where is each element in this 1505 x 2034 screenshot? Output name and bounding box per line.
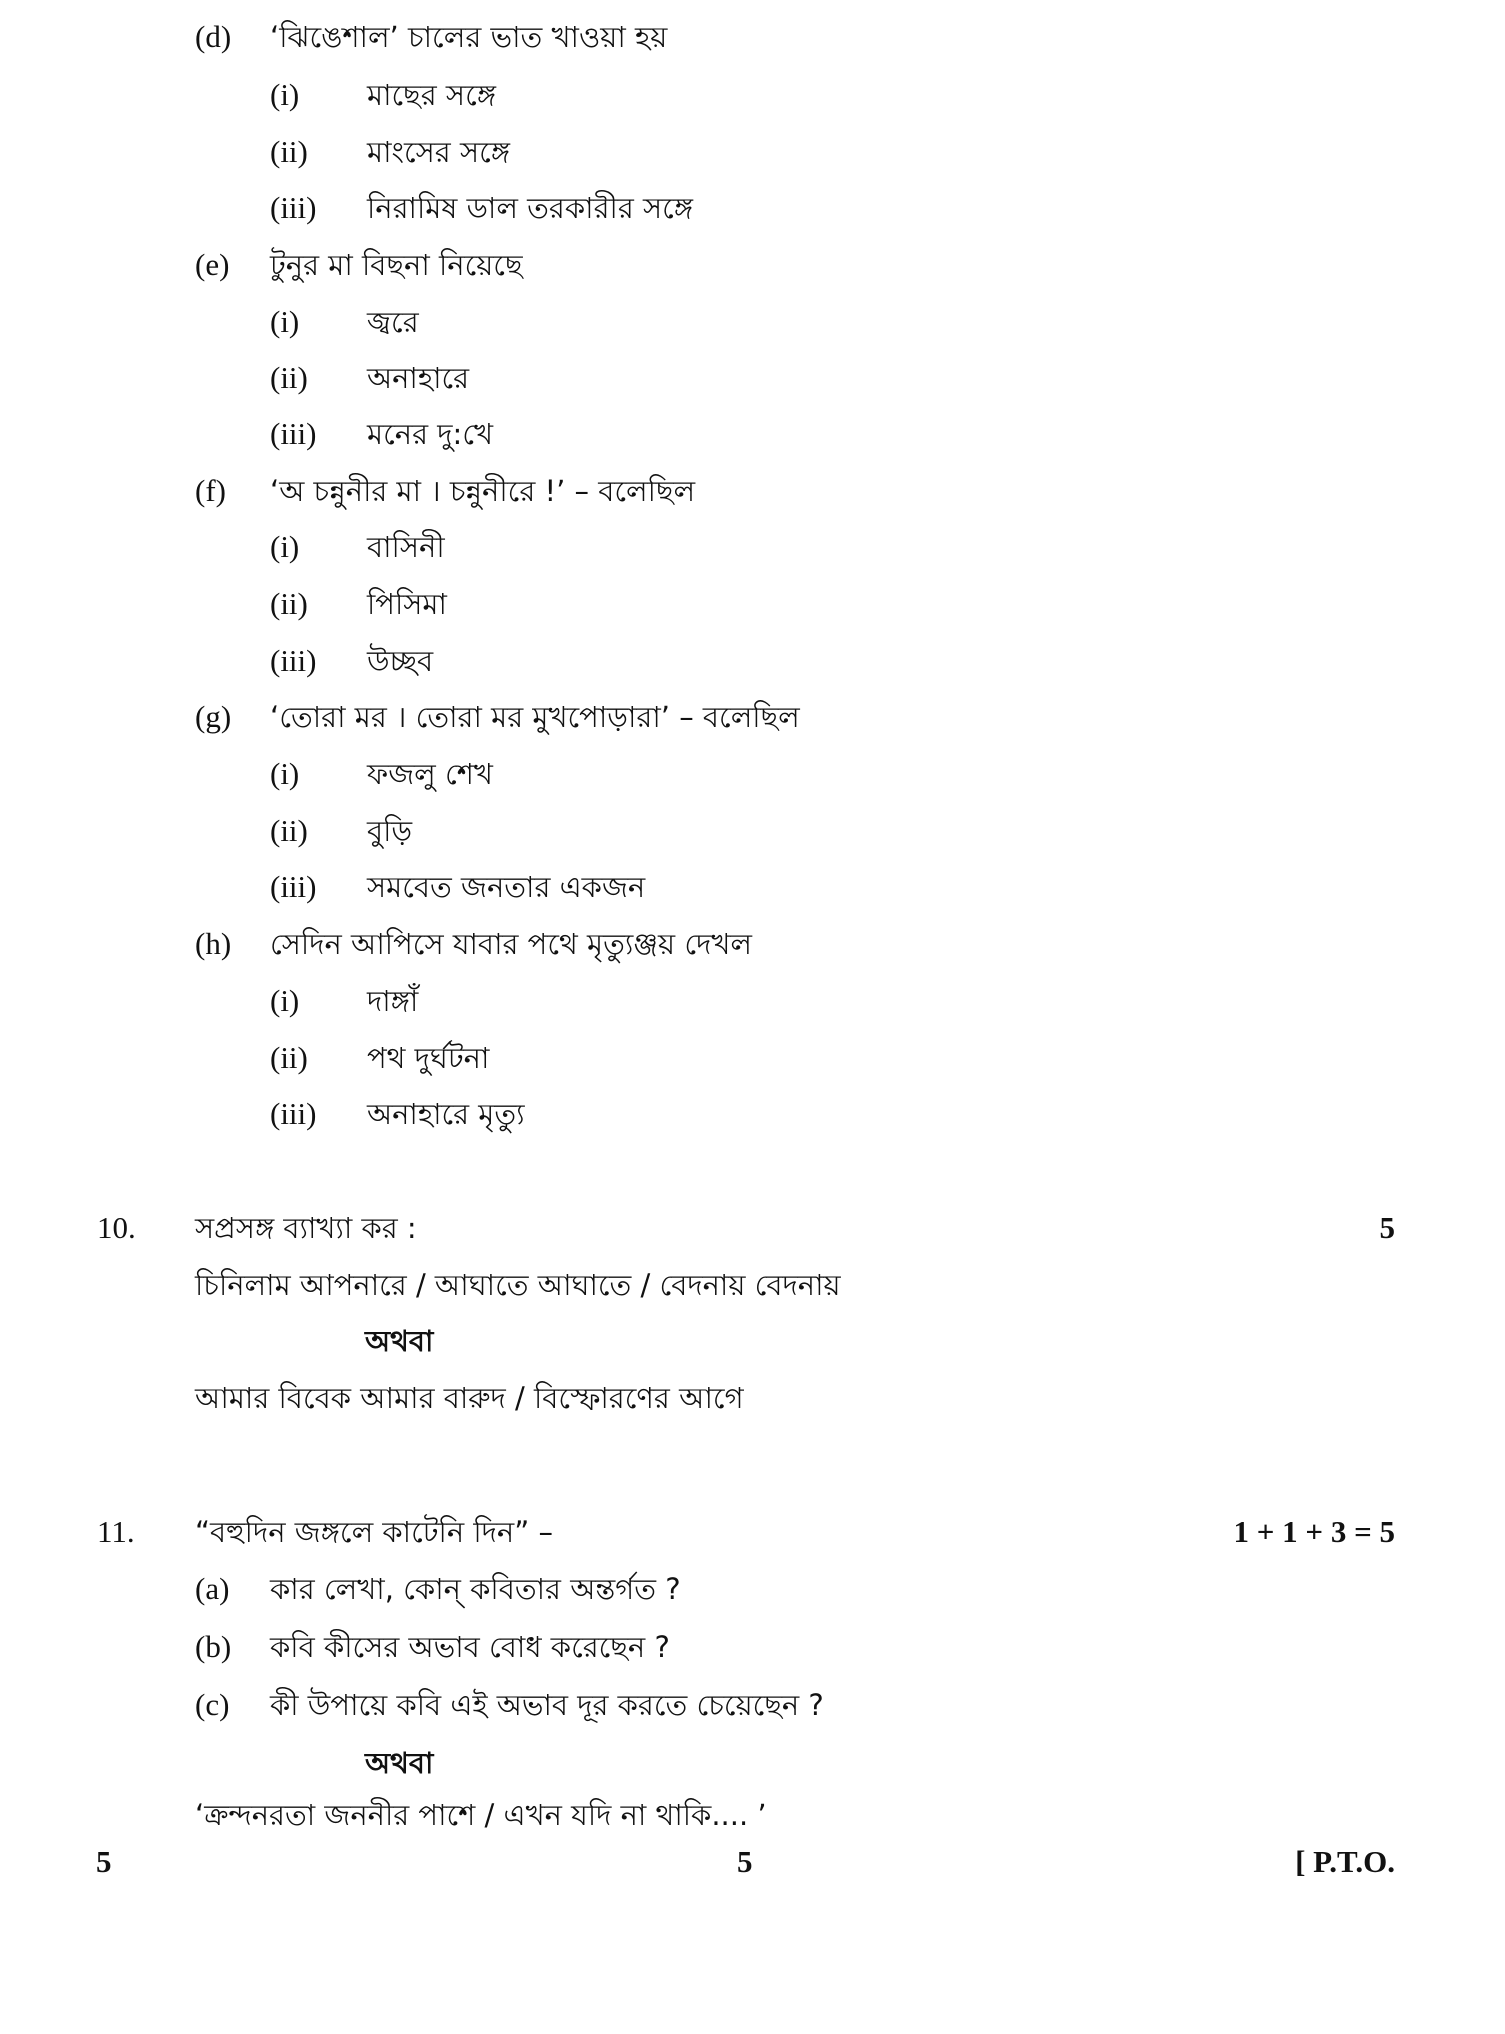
question-marks: 5 [1379, 1210, 1395, 1245]
option-number: (ii) [270, 134, 308, 169]
page-footer [0, 1837, 1505, 1887]
option-row [0, 1089, 1505, 1139]
option-number: (ii) [270, 360, 308, 395]
item-label: (g) [195, 699, 232, 734]
item-label: (e) [195, 247, 230, 282]
option-text: ফজলু শেখ [367, 757, 493, 791]
option-row [0, 127, 1505, 177]
question-10-or [0, 1316, 1505, 1366]
part-label: (b) [195, 1629, 232, 1664]
option-number: (ii) [270, 813, 308, 848]
item-text: ‘তোরা মর । তোরা মর মুখপোড়ারা’ – বলেছিল [270, 700, 800, 734]
quote-text: আমার বিবেক আমার বারুদ / বিস্ফোরণের আগে [195, 1381, 744, 1415]
option-row [0, 636, 1505, 686]
question-11 [0, 1507, 1505, 1557]
or-label: অথবা [365, 1746, 434, 1780]
option-row [0, 806, 1505, 856]
option-row [0, 1033, 1505, 1083]
option-number: (ii) [270, 586, 308, 621]
option-text: পিসিমা [367, 587, 447, 621]
option-text: দাঙ্গাঁ [367, 984, 419, 1018]
item-text: ‘ঝিঙেশাল’ চালের ভাত খাওয়া হয় [270, 20, 668, 54]
option-number: (i) [270, 304, 300, 339]
option-text: সমবেত জনতার একজন [367, 870, 646, 904]
question-item-d [0, 12, 1505, 62]
option-number: (iii) [270, 416, 317, 451]
item-text: টুনুর মা বিছনা নিয়েছে [270, 248, 523, 282]
option-number: (iii) [270, 869, 317, 904]
option-text: মাছের সঙ্গে [367, 78, 496, 112]
question-11-part-b [0, 1622, 1505, 1672]
part-text: কার লেখা, কোন্ কবিতার অন্তর্গত ? [270, 1572, 681, 1606]
option-text: উচ্ছব [367, 644, 434, 678]
option-row [0, 862, 1505, 912]
option-text: অনাহারে মৃত্যু [367, 1097, 525, 1131]
part-label: (a) [195, 1571, 230, 1606]
question-10-line-1 [0, 1260, 1505, 1310]
option-text: বুড়ি [367, 814, 413, 848]
option-number: (i) [270, 756, 300, 791]
question-item-e [0, 240, 1505, 290]
option-text: জ্বরে [367, 305, 419, 339]
option-number: (i) [270, 529, 300, 564]
option-number: (i) [270, 983, 300, 1018]
page-number: 5 [737, 1844, 753, 1879]
question-11-alt [0, 1790, 1505, 1840]
option-text: মনের দু:খে [367, 417, 494, 451]
option-number: (iii) [270, 643, 317, 678]
item-label: (h) [195, 926, 232, 961]
or-label: অথবা [365, 1324, 434, 1358]
option-row [0, 297, 1505, 347]
part-text: কী উপায়ে কবি এই অভাব দূর করতে চেয়েছেন ? [270, 1688, 824, 1722]
option-text: মাংসের সঙ্গে [367, 135, 511, 169]
question-prompt: “বহুদিন জঙ্গলে কাটেনি দিন” – [195, 1515, 553, 1549]
question-item-f [0, 466, 1505, 516]
option-row [0, 70, 1505, 120]
item-text: ‘অ চন্নুনীর মা । চন্নুনীরে !’ – বলেছিল [270, 474, 696, 508]
question-11-part-c [0, 1680, 1505, 1730]
option-number: (ii) [270, 1040, 308, 1075]
part-text: কবি কীসের অভাব বোধ করেছেন ? [270, 1630, 670, 1664]
option-row [0, 353, 1505, 403]
item-label: (f) [195, 473, 226, 508]
question-11-or [0, 1738, 1505, 1788]
question-number: 11. [97, 1514, 135, 1549]
option-row [0, 183, 1505, 233]
quote-text: ‘ক্রন্দনরতা জননীর পাশে / এখন যদি না থাকি.... ’ [195, 1798, 767, 1832]
option-number: (iii) [270, 190, 317, 225]
footer-left: 5 [96, 1844, 112, 1879]
question-11-part-a [0, 1564, 1505, 1614]
question-item-g [0, 692, 1505, 742]
option-text: পথ দুর্ঘটনা [367, 1041, 490, 1075]
option-row [0, 976, 1505, 1026]
part-label: (c) [195, 1687, 230, 1722]
question-item-h [0, 919, 1505, 969]
option-number: (iii) [270, 1096, 317, 1131]
please-turn-over: [ P.T.O. [1295, 1844, 1395, 1879]
option-row [0, 749, 1505, 799]
question-10 [0, 1203, 1505, 1253]
option-row [0, 522, 1505, 572]
question-10-line-2 [0, 1373, 1505, 1423]
option-text: বাসিনী [367, 530, 445, 564]
item-label: (d) [195, 19, 232, 54]
option-text: অনাহারে [367, 361, 470, 395]
option-number: (i) [270, 77, 300, 112]
option-text: নিরামিষ ডাল তরকারীর সঙ্গে [367, 191, 694, 225]
question-marks: 1 + 1 + 3 = 5 [1233, 1514, 1395, 1549]
item-text: সেদিন আপিসে যাবার পথে মৃত্যুঞ্জয় দেখল [270, 927, 752, 961]
quote-text: চিনিলাম আপনারে / আঘাতে আঘাতে / বেদনায় বেদনায় [195, 1268, 841, 1302]
question-number: 10. [97, 1210, 136, 1245]
question-prompt: সপ্রসঙ্গ ব্যাখ্যা কর : [195, 1211, 417, 1245]
option-row [0, 409, 1505, 459]
option-row [0, 579, 1505, 629]
